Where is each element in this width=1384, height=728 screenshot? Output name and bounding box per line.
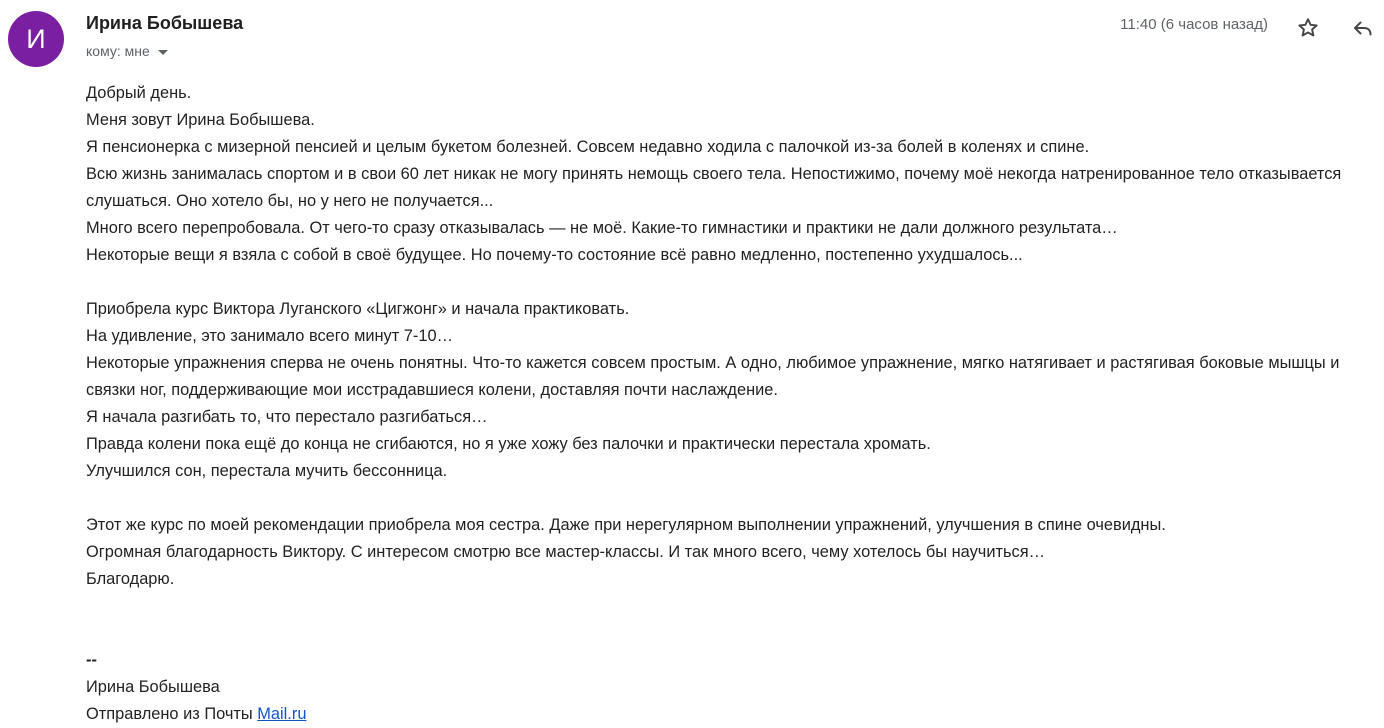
body-line: Много всего перепробовала. От чего-то сразу отказывалась — не моё. Какие-то гимнастики и практики не дали должного результата… (86, 219, 1118, 237)
signature-name: Ирина Бобышева (86, 678, 220, 696)
paragraph-gap (86, 485, 1380, 512)
body-line: Правда колени пока ещё до конца не сгибаются, но я уже хожу без палочки и практически перестала хромать. (86, 435, 931, 453)
body-line: Всю жизнь занималась спортом и в свои 60 лет никак не могу принять немощь своего тела. Непостижимо, почему моё некогда натренированное тело отказывается слушаться. Оно хотело бы, но у него не получается... (86, 165, 1342, 210)
star-button[interactable] (1292, 12, 1324, 44)
signature-sent-from-text: Отправлено из Почты (86, 705, 258, 723)
recipient-label: кому: мне (86, 43, 150, 59)
sender-avatar[interactable]: И (8, 11, 64, 67)
body-line: Я начала разгибать то, что перестало разгибаться… (86, 408, 488, 426)
body-line: Этот же курс по моей рекомендации приобрела моя сестра. Даже при нерегулярном выполнении упражнений, улучшения в спине очевидны. (86, 516, 1166, 534)
body-line: Огромная благодарность Виктору. С интересом смотрю все мастер-классы. И так много всего, чему хотелось бы научиться… (86, 543, 1046, 561)
paragraph-gap (86, 269, 1380, 296)
body-line: Я пенсионерка с мизерной пенсией и целым букетом болезней. Совсем недавно ходила с палочкой из-за болей в коленях и спине. (86, 138, 1090, 156)
mail-ru-link[interactable]: Mail.ru (257, 705, 307, 723)
body-line: Благодарю. (86, 570, 175, 588)
star-outline-icon (1296, 16, 1320, 40)
paragraph-gap (86, 593, 1380, 620)
body-line: Меня зовут Ирина Бобышева. (86, 111, 315, 129)
reply-button[interactable] (1347, 12, 1379, 44)
message-body (86, 80, 1380, 728)
body-line: Некоторые вещи я взяла с собой в своё будущее. Но почему-то состояние всё равно медленно, постепенно ухудшалось... (86, 246, 1023, 264)
message-timestamp: 11:40 (6 часов назад) (1120, 16, 1268, 33)
body-line: Добрый день. (86, 84, 192, 102)
recipient-row (86, 43, 168, 59)
reply-icon (1351, 16, 1375, 40)
body-line: Улучшился сон, перестала мучить бессонница. (86, 462, 448, 480)
recipient-details-dropdown-icon[interactable] (158, 50, 168, 55)
signature-separator: -- (86, 651, 97, 669)
body-line: Приобрела курс Виктора Луганского «Цигжонг» и начала практиковать. (86, 300, 630, 318)
body-line: Некоторые упражнения сперва не очень понятны. Что-то кажется совсем простым. А одно, любимое упражнение, мягко натягивает и растягивая боковые мышцы и связки ног, поддерживающие мои исстрадавшиеся колени, доставляя почти наслаждение. (86, 354, 1340, 399)
body-line: На удивление, это занимало всего минут 7-10… (86, 327, 454, 345)
signature-sent-from (86, 701, 1380, 728)
sender-name[interactable]: Ирина Бобышева (86, 13, 244, 33)
paragraph-gap (86, 620, 1380, 647)
